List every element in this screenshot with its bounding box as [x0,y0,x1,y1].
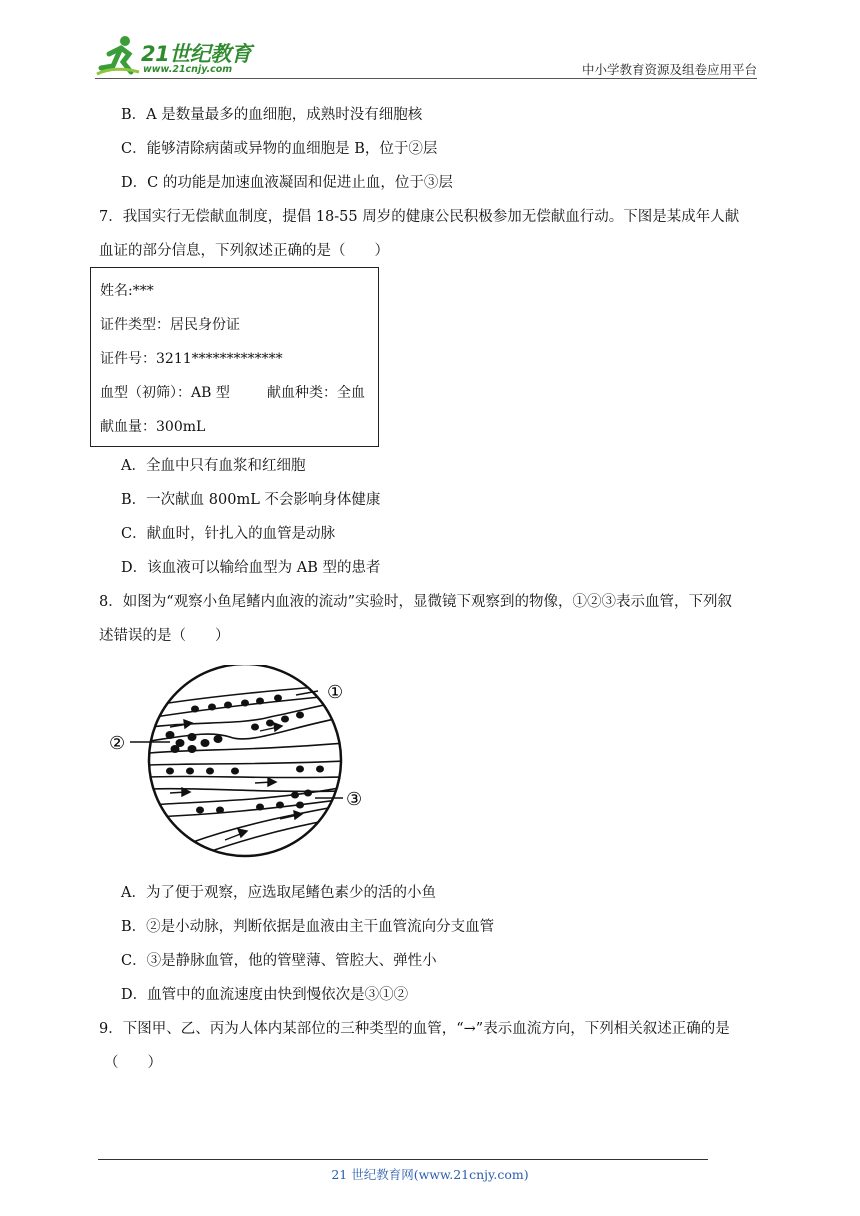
q8-option-c: C．③是静脉血管，他的管壁薄、管腔大、弹性小 [121,953,437,969]
card-donation-type: 献血种类：全血 [267,385,365,401]
footer-site-link[interactable]: 21 世纪教育网(www.21cnjy.com) [331,1167,529,1182]
card-id-type: 证件类型：居民身份证 [100,317,240,333]
page-header [95,32,757,78]
footer-divider [98,1159,708,1160]
blood-vessel-diagram [100,665,400,865]
q8-stem-line2: 述错误的是（ ） [99,628,230,644]
q9-stem-line1: 9．下图甲、乙、丙为人体内某部位的三种类型的血管，“→”表示血流方向，下列相关叙述正确的是 [99,1021,730,1037]
q8-option-d: D．血管中的血流速度由快到慢依次是③①② [121,987,409,1003]
runner-logo-icon [95,32,141,78]
q7-option-a: A．全血中只有血浆和红细胞 [121,458,306,474]
q7-option-d: D．该血液可以输给血型为 AB 型的患者 [121,560,381,576]
fish-tail-microscope-figure [100,665,400,865]
q7-stem-line1: 7．我国实行无偿献血制度，提倡 18-55 周岁的健康公民积极参加无偿献血行动。下图是某成年人献 [99,209,740,225]
logo-text: 21世纪教育 [141,42,252,66]
q9-stem-line2: （ ） [104,1055,162,1071]
q7-option-c: C．献血时，针扎入的血管是动脉 [121,526,336,542]
card-name: 姓名:*** [100,283,154,299]
label-vessel-1: ① [327,682,344,703]
site-logo [95,32,265,78]
card-amount: 献血量：300mL [100,419,206,435]
q7-option-b: B．一次献血 800mL 不会影响身体健康 [121,492,381,508]
q8-option-b: B．②是小动脉，判断依据是血液由主干血管流向分支血管 [121,919,495,935]
logo-url: www.21cnjy.com [143,64,233,75]
label-vessel-2: ② [109,733,126,754]
q8-stem-line1: 8．如图为“观察小鱼尾鳍内血液的流动”实验时，显微镜下观察到的物像，①②③表示血管，下列叙 [99,594,733,610]
q6-option-d: D．C 的功能是加速血液凝固和促进止血，位于③层 [121,175,453,191]
q6-option-b: B．A 是数量最多的血细胞，成熟时没有细胞核 [121,107,423,123]
card-id-number: 证件号：3211************* [100,351,283,367]
card-blood-type: 血型（初筛）：AB 型 [100,385,230,401]
q6-option-c: C．能够清除病菌或异物的血细胞是 B，位于②层 [121,141,438,157]
q7-stem-line2: 血证的部分信息，下列叙述正确的是（ ） [99,243,389,259]
header-platform-name: 中小学教育资源及组卷应用平台 [581,62,757,77]
blood-donation-card [90,267,379,447]
header-divider [95,78,757,79]
label-vessel-3: ③ [346,789,363,810]
q8-option-a: A．为了便于观察，应选取尾鳍色素少的活的小鱼 [121,885,436,901]
